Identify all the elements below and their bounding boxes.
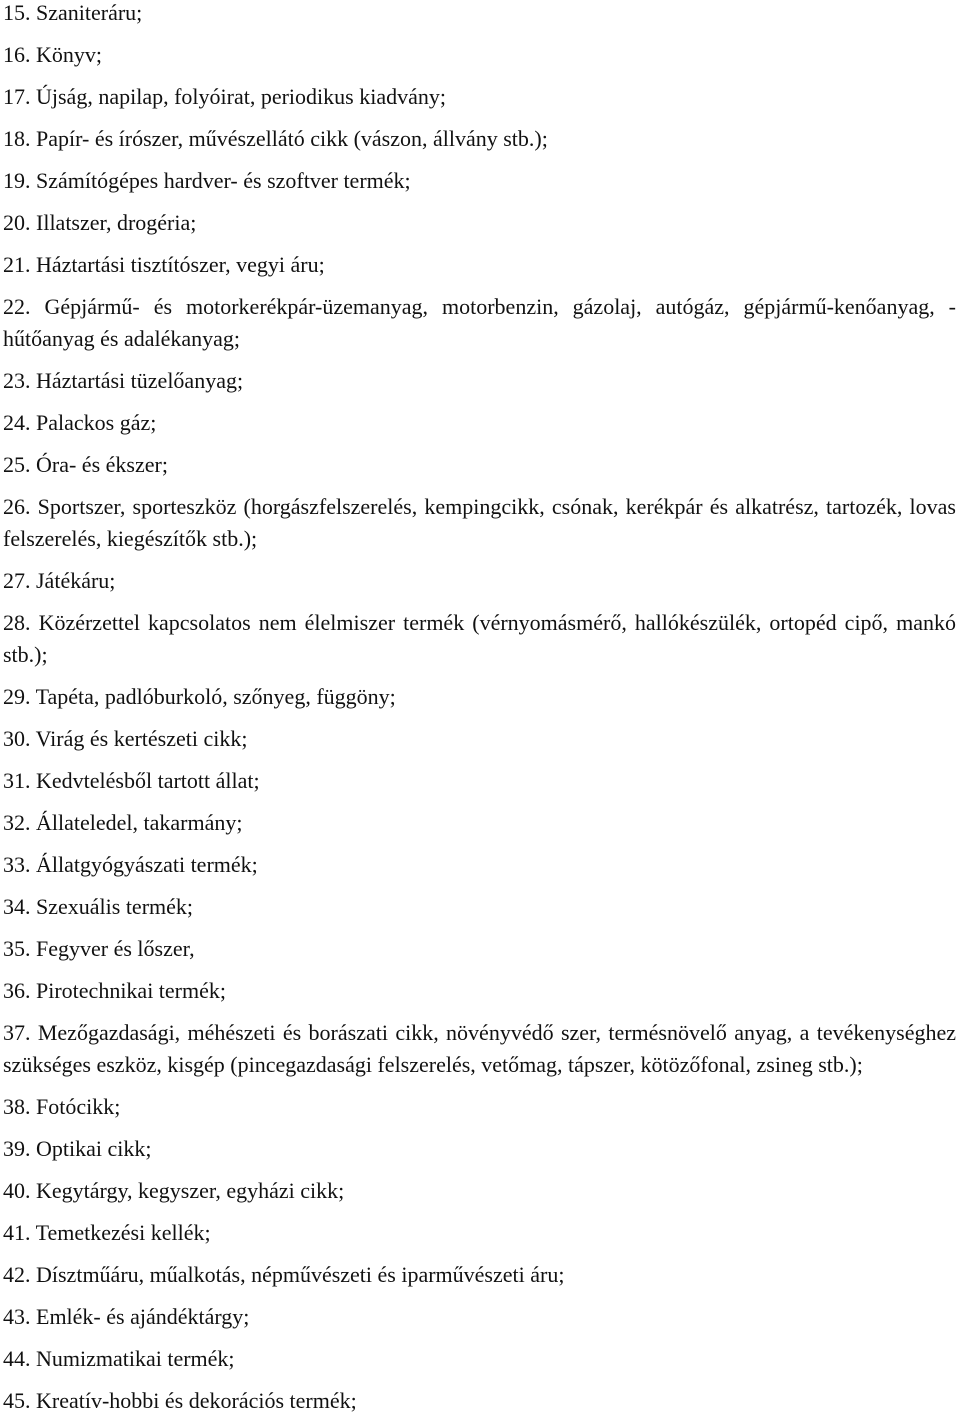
list-item-24: 24. Palackos gáz; (3, 410, 157, 435)
list-item-19: 19. Számítógépes hardver- és szoftver termék; (3, 168, 411, 193)
list-item-34: 34. Szexuális termék; (3, 894, 194, 919)
list-item-31: 31. Kedvtelésből tartott állat; (3, 768, 260, 793)
list-item-45: 45. Kreatív-hobbi és dekorációs termék; (3, 1388, 357, 1413)
list-item-38: 38. Fotócikk; (3, 1094, 121, 1119)
list-item-32: 32. Állateledel, takarmány; (3, 810, 243, 835)
list-item-27: 27. Játékáru; (3, 568, 116, 593)
list-item-28: 28. Közérzettel kapcsolatos nem élelmiszer termék (vérnyomásmérő, hallókészülék, ortopéd cipő, mankó stb.); (3, 610, 956, 667)
list-item-36: 36. Pirotechnikai termék; (3, 978, 226, 1003)
list-item-26: 26. Sportszer, sporteszköz (horgászfelszerelés, kempingcikk, csónak, kerékpár és alkatrész, tartozék, lovas felszerelés, kiegészítők stb.); (3, 494, 956, 551)
list-item-15: 15. Szaniteráru; (3, 0, 143, 25)
list-item-42: 42. Dísztműáru, műalkotás, népművészeti és iparművészeti áru; (3, 1262, 565, 1287)
list-item-43: 43. Emlék- és ajándéktárgy; (3, 1304, 250, 1329)
list-item-37: 37. Mezőgazdasági, méhészeti és borászati cikk, növényvédő szer, termésnövelő anyag, a tevékenységhez szükséges eszköz, kisgép (pincegazdasági felszerelés, vetőmag, tápszer, kötözőfonal, zsineg stb.); (3, 1020, 956, 1077)
list-item-40: 40. Kegytárgy, kegyszer, egyházi cikk; (3, 1178, 345, 1203)
list-item-35: 35. Fegyver és lőszer, (3, 936, 195, 961)
list-item-25: 25. Óra- és ékszer; (3, 452, 168, 477)
list-item-20: 20. Illatszer, drogéria; (3, 210, 197, 235)
list-item-23: 23. Háztartási tüzelőanyag; (3, 368, 244, 393)
list-item-30: 30. Virág és kertészeti cikk; (3, 726, 248, 751)
list-item-39: 39. Optikai cikk; (3, 1136, 152, 1161)
list-item-41: 41. Temetkezési kellék; (3, 1220, 211, 1245)
list-item-21: 21. Háztartási tisztítószer, vegyi áru; (3, 252, 325, 277)
list-item-16: 16. Könyv; (3, 42, 102, 67)
list-item-44: 44. Numizmatikai termék; (3, 1346, 235, 1371)
list-item-22: 22. Gépjármű- és motorkerékpár-üzemanyag, motorbenzin, gázolaj, autógáz, gépjármű-kenőanyag, -hűtőanyag és adalékanyag; (3, 294, 956, 351)
list-item-29: 29. Tapéta, padlóburkoló, szőnyeg, függöny; (3, 684, 396, 709)
list-item-17: 17. Újság, napilap, folyóirat, periodikus kiadvány; (3, 84, 446, 109)
list-item-18: 18. Papír- és írószer, művészellátó cikk (vászon, állvány stb.); (3, 126, 548, 151)
list-item-33: 33. Állatgyógyászati termék; (3, 852, 258, 877)
